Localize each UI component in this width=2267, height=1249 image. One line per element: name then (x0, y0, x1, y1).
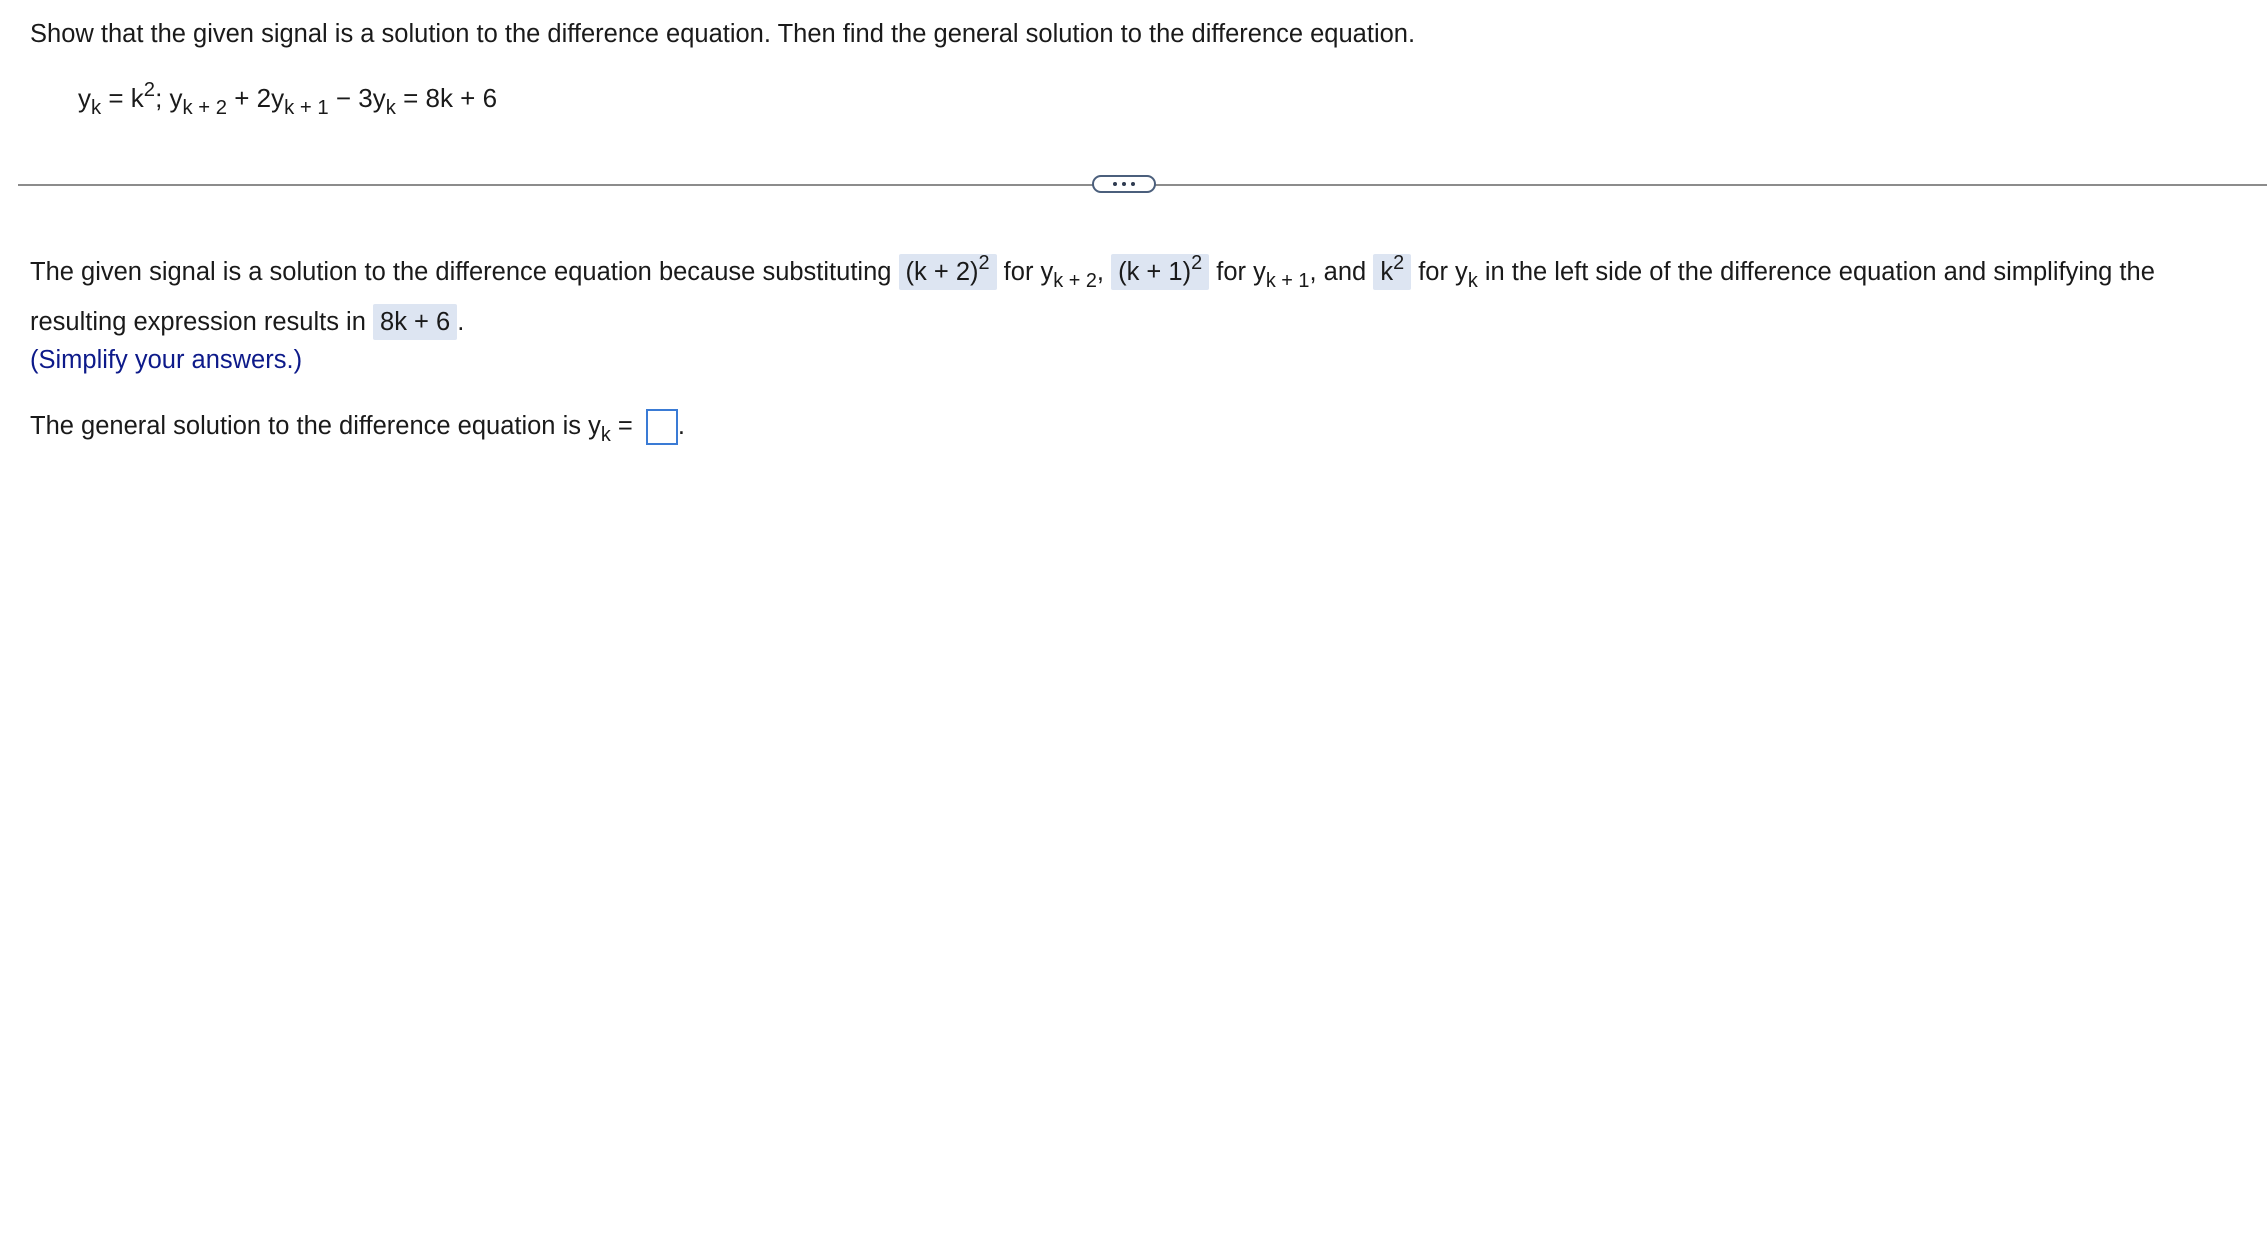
eq-rhs: = 8k + 6 (395, 83, 498, 113)
signal-sub: k (91, 97, 102, 120)
general-sub: k (600, 423, 611, 446)
eq-term2-sub: k + 1 (284, 97, 329, 120)
answer-sentence-line1 (30, 252, 2155, 292)
line2-prefix: resulting expression results in (30, 308, 366, 336)
simplify-hint: (Simplify your answers.) (30, 346, 303, 374)
question-instruction: Show that the given signal is a solution to the difference equation. Then find the general solution to the difference equation. (30, 20, 1416, 48)
dot-icon (1113, 182, 1117, 186)
signal-eq: = k (101, 83, 144, 113)
general-solution-input[interactable] (646, 409, 678, 445)
answer-field-3[interactable]: $k^2$ (1373, 254, 1411, 290)
eq-term1-var: y (169, 83, 183, 113)
for2-end: , and (1309, 258, 1367, 286)
dot-icon (1131, 182, 1135, 186)
eq-term3-coef: − 3y (328, 83, 386, 113)
answer-sentence-line2 (30, 302, 464, 342)
eq-term1-sub: k + 2 (182, 97, 228, 120)
dot-icon (1122, 182, 1126, 186)
answer-field-2[interactable]: $(k + 1)^2$ (1111, 254, 1209, 290)
for3-sub: k (1467, 269, 1478, 292)
general-prefix: The general solution to the difference equation is y (30, 412, 601, 440)
answer-field-1[interactable]: $(k + 2)^2$ (899, 254, 997, 290)
general-end: . (677, 412, 685, 440)
for3-text: for y (1418, 258, 1468, 286)
eq-term2-coef: + 2y (227, 83, 285, 113)
answer-field-4[interactable]: 8k + 6 (373, 304, 457, 340)
general-eq: = (610, 412, 633, 440)
for2-text: for y (1216, 258, 1266, 286)
answer-suffix: in the left side of the difference equation and simplifying the (1477, 258, 2155, 286)
for1-end: , (1096, 258, 1105, 286)
for1-sub: k + 2 (1053, 269, 1097, 292)
for1-text: for y (1003, 258, 1054, 286)
eq-term3-sub: k (385, 97, 396, 120)
problem-equation (78, 78, 498, 120)
signal-exp: 2 (143, 78, 156, 101)
more-options-button[interactable] (1092, 175, 1156, 193)
for2-sub: k + 1 (1265, 269, 1310, 292)
signal-var: y (78, 83, 91, 113)
general-solution-line (30, 406, 685, 446)
signal-sep: ; (155, 83, 163, 113)
answer-prefix: The given signal is a solution to the difference equation because substituting (30, 258, 892, 286)
line2-end: . (457, 308, 465, 336)
